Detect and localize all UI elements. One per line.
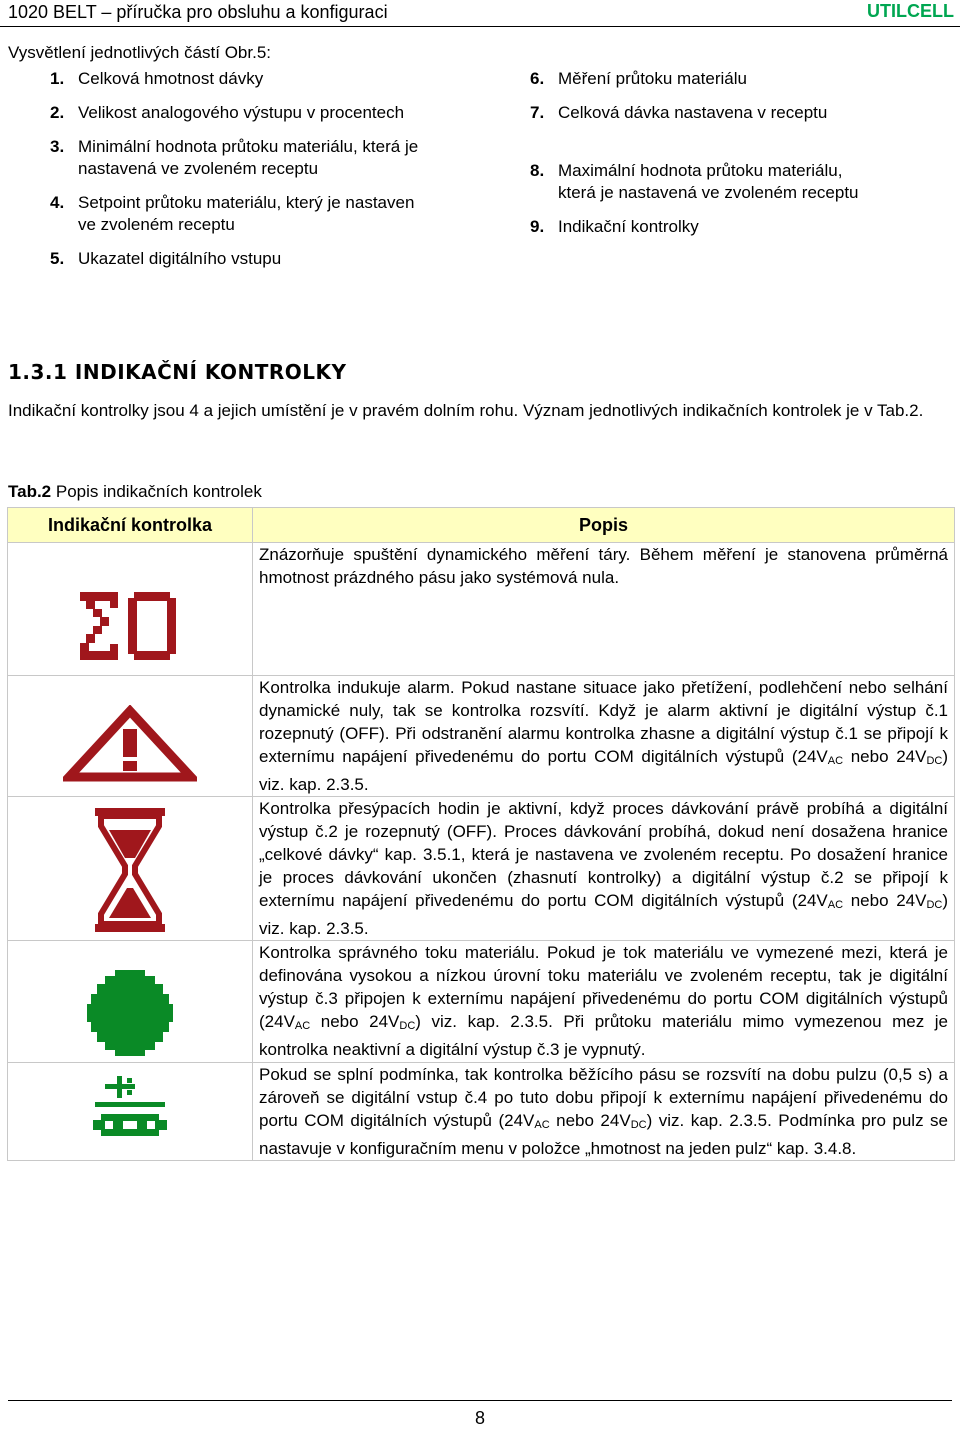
footer-divider [8,1400,952,1401]
document-title: 1020 BELT – příručka pro obsluhu a konfiguraci [8,2,388,22]
list-item: 3. Minimální hodnota průtoku materiálu, která je nastavená ve zvoleném receptu [50,137,419,178]
page-number: 8 [474,1408,485,1428]
table-header-row [8,508,955,543]
column-header-description: Popis [253,508,955,543]
list-item: 5. Ukazatel digitálního vstupu [50,249,282,268]
row-description: Kontrolka indukuje alarm. Pokud nastane situace jako přetížení, podlehčení nebo selhání dynamické nuly, tak se kontrolka rozsvítí. Když je alarm aktivní je digitální výstup č.1 rozepnutý (OFF). Při odstranění alarmu kontrolka zhasne a digitální výstup č.1 se připojí k externímu napájení přivedenému do portu COM digitálních výstupů ($24V_{AC}$ nebo $24V_{DC}$) viz. kap. 2.3.5. [253,676,955,797]
list-item: 1. Celková hmotnost dávky [50,69,264,88]
section-heading: 1.3.1 INDIKAČNÍ KONTROLKY [8,360,347,384]
list-item: 7. Celková dávka nastavena v receptu [530,103,828,122]
table-caption: Tab.2 Popis indikačních kontrolek [8,482,262,501]
belt-pulse-icon [87,1072,173,1148]
table-row [8,797,955,941]
table-row [8,1063,955,1161]
table-row [8,676,955,797]
list-item: 8. Maximální hodnota průtoku materiálu, která je nastavená ve zvoleném receptu [530,161,859,202]
row-description: Pokud se splní podmínka, tak kontrolka běžícího pásu se rozsvítí na dobu pulzu (0,5 s) a zároveň se digitální vstup č.4 po tuto dobu připojí k externímu napájení přivedenému do portu COM digitálních výstupů ($24V_{AC}$ nebo $24V_{DC}$) viz. kap. 2.3.5. Podmínka pro pulz se nastavuje v konfiguračním menu v položce „hmotnost na jeden pulz“ kap. 3.4.8. [253,1063,955,1161]
row-description: Znázorňuje spuštění dynamického měření táry. Během měření je stanovena průměrná hmotnost prázdného pásu jako systémová nula. [253,543,955,676]
brand-name: UTILCELL [867,1,954,21]
green-circle-icon [87,970,173,1056]
sigma-zero-icon [80,592,180,660]
intro-text: Vysvětlení jednotlivých částí Obr.5: [8,43,271,62]
list-item: 6. Měření průtoku materiálu [530,69,747,88]
parts-list-left [50,68,430,282]
row-description: Kontrolka přesýpacích hodin je aktivní, když proces dávkování právě probíhá a digitální výstup č.2 je rozepnutý (OFF). Proces dávkování probíhá, dokud není dosažena hranice „celkové dávky“ kap. 3.5.1, která je nastavena ve zvoleném receptu. Po dosažení hranice je proces dávkování ukončen (zhasnutí kontrolky) a digitální výstup č.2 se připojí k externímu napájení přivedenému do portu COM digitálních výstupů ($24V_{AC}$ nebo $24V_{DC}$) viz. kap. 2.3.5. [253,797,955,941]
hourglass-icon [95,808,165,932]
parts-list-right [530,68,860,250]
indicator-table [7,507,955,1161]
list-item: 2. Velikost analogového výstupu v procentech [50,103,405,122]
table-row [8,543,955,676]
column-header-indicator: Indikační kontrolka [8,508,253,543]
table-row [8,941,955,1063]
list-item: 9. Indikační kontrolky [530,217,699,236]
warning-triangle-icon [63,705,197,783]
section-paragraph: Indikační kontrolky jsou 4 a jejich umístění je v pravém dolním rohu. Význam jednotlivých indikačních kontrolek je v Tab.2. [8,401,924,420]
row-description: Kontrolka správného toku materiálu. Pokud je tok materiálu ve vymezené mezi, která je definována vysokou a nízkou úrovní toku materiálu ve zvoleném receptu, tak je digitální výstup č.3 připojen k externímu napájení přivedenému do portu COM digitálních výstupů ($24V_{AC}$ nebo $24V_{DC}$) viz. kap. 2.3.5. Při průtoku materiálu mimo vymezenou mez je kontrolka neaktivní a digitální výstup č.3 je vypnutý. [253,941,955,1063]
list-item: 4. Setpoint průtoku materiálu, který je nastaven ve zvoleném receptu [50,193,415,234]
page-header [0,0,960,27]
